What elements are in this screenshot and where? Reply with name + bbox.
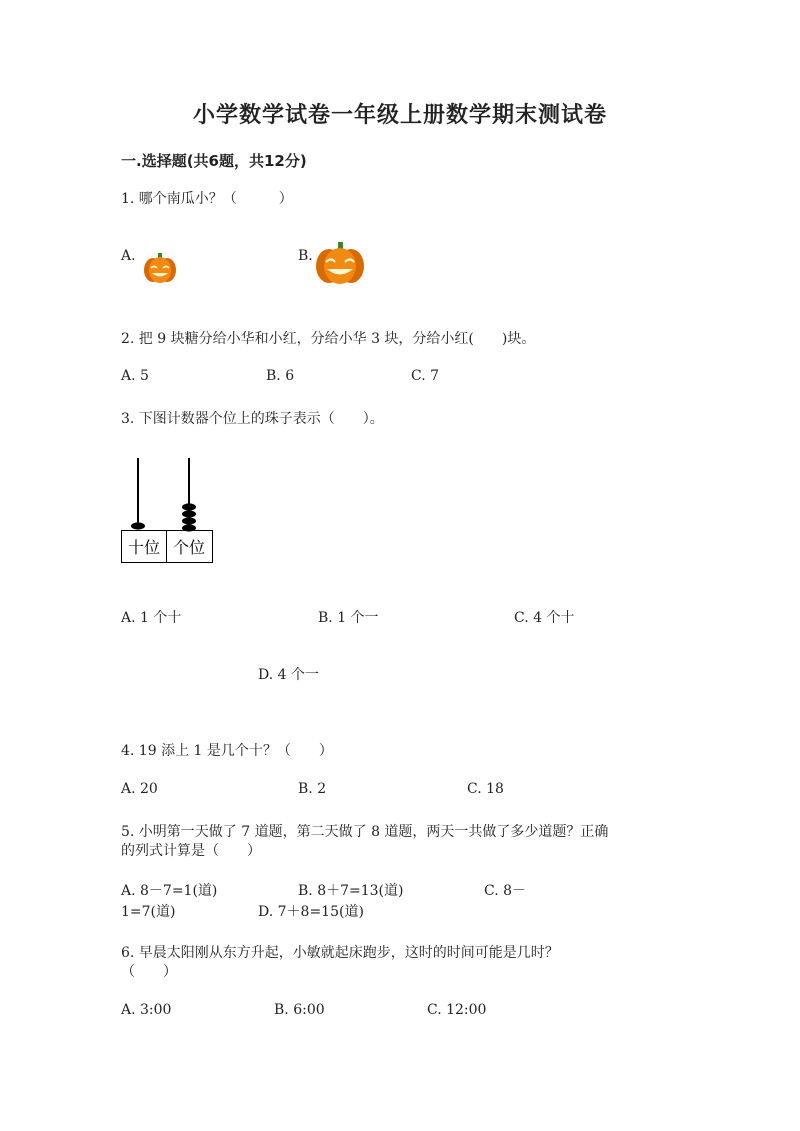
small-pumpkin-image: [142, 252, 178, 284]
question-6-line-1: 6. 早晨太阳刚从东方升起，小敏就起床跑步，这时的时间可能是几时？: [121, 945, 559, 961]
tens-label: 十位: [127, 538, 161, 557]
q2-option-a: A. 5: [121, 368, 149, 384]
q4-option-c: C. 18: [467, 781, 504, 797]
q3-option-d: D. 4 个一: [258, 667, 319, 683]
q5-option-a: A. 8－7=1(道): [121, 883, 218, 899]
q6-option-b: B. 6:00: [274, 1002, 325, 1018]
abacus-counter-diagram: [121, 458, 213, 564]
q4-option-b: B. 2: [298, 781, 327, 797]
q6-option-c: C. 12:00: [427, 1002, 487, 1018]
question-5-line-1: 5. 小明第一天做了 7 道题，第二天做了 8 道题，两天一共做了多少道题？正确: [121, 824, 609, 840]
q3-option-c: C. 4 个十: [514, 610, 575, 626]
q5-option-c-part-1: C. 8－: [484, 883, 527, 899]
ones-bead: [182, 517, 196, 524]
tens-bead: [131, 522, 145, 529]
q5-option-d: D. 7＋8=15(道): [258, 904, 364, 920]
q2-option-b: B. 6: [266, 368, 295, 384]
q3-option-b: B. 1 个一: [318, 610, 379, 626]
q2-option-c: C. 7: [411, 368, 440, 384]
question-3: 3. 下图计数器个位上的珠子表示（ ）。: [121, 411, 384, 427]
q1-option-b-label: B.: [298, 248, 313, 264]
ones-bead: [182, 503, 196, 510]
q5-option-b: B. 8＋7=13(道): [298, 883, 404, 899]
q3-option-a: A. 1 个十: [121, 610, 182, 626]
question-2: 2. 把 9 块糖分给小华和小红，分给小华 3 块，分给小红( )块。: [121, 331, 536, 347]
q4-option-a: A. 20: [121, 781, 158, 797]
question-4: 4. 19 添上 1 是几个十？（ ）: [121, 743, 333, 759]
ones-label: 个位: [172, 538, 206, 557]
question-1: 1. 哪个南瓜小？（ ）: [121, 191, 293, 207]
question-6-line-2: （ ）: [121, 964, 177, 980]
section-heading: 一.选择题(共6题，共12分): [121, 152, 307, 170]
question-5-line-2: 的列式计算是（ ）: [121, 843, 261, 859]
large-pumpkin-image: [314, 241, 366, 285]
page-title: 小学数学试卷一年级上册数学期末测试卷: [192, 103, 607, 128]
q1-option-a-label: A.: [121, 248, 136, 264]
q5-option-c-part-2: 1=7(道): [121, 904, 176, 920]
ones-bead: [182, 510, 196, 517]
q6-option-a: A. 3:00: [121, 1002, 172, 1018]
